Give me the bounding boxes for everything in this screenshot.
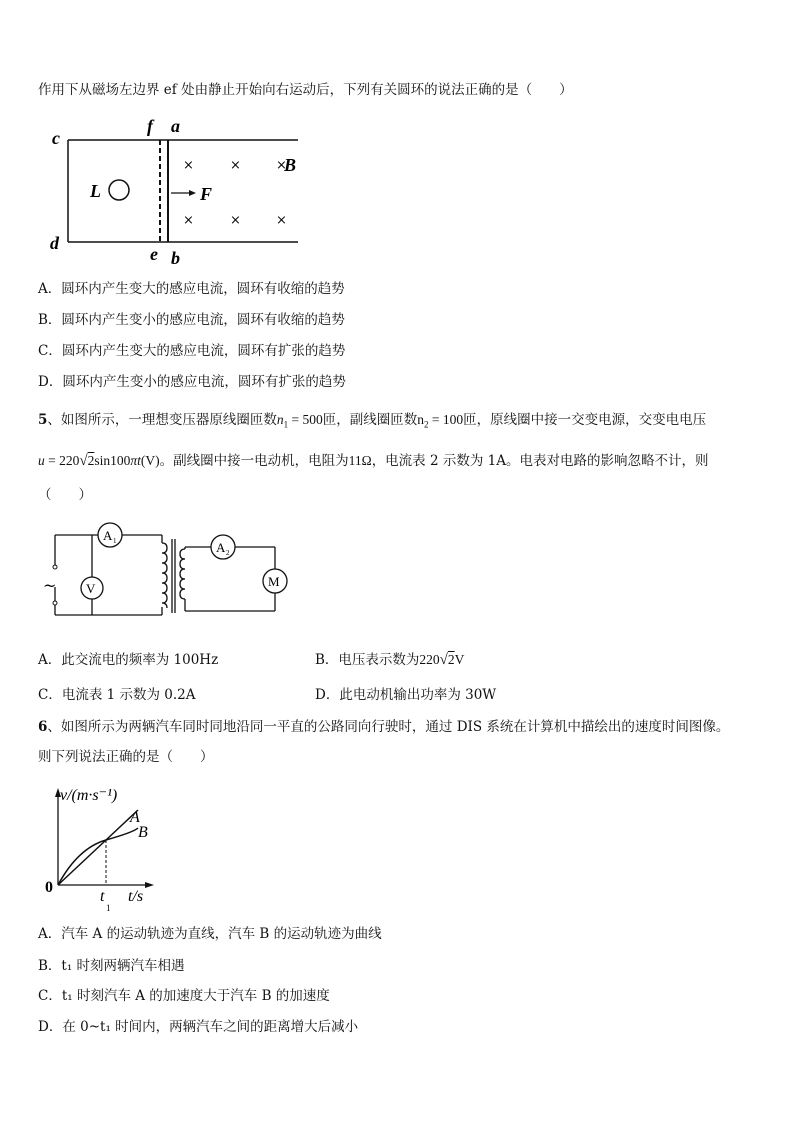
- label-f: f: [147, 116, 153, 136]
- q4-option-a: A．圆环内产生变大的感应电流，圆环有收缩的趋势: [38, 281, 345, 297]
- q6-stem-line2: 则下列说法正确的是（ ）: [38, 749, 214, 765]
- svg-text:1: 1: [113, 537, 117, 545]
- label-b: b: [171, 248, 180, 268]
- q5-stem-line1: 5、如图所示，一理想变压器原线圈匝数$n_1 = 500$匝，副线圈匝数$n_2 = 100$匝，原线圈中接一交变电源，交变电电压: [38, 412, 707, 430]
- field-cross: ×: [183, 158, 194, 173]
- q4-option-c: C．圆环内产生变大的感应电流，圆环有扩张的趋势: [38, 343, 346, 359]
- field-cross: ×: [230, 158, 241, 173]
- q4-option-d: D．圆环内产生变小的感应电流，圆环有扩张的趋势: [38, 374, 346, 390]
- q4-option-b: B．圆环内产生变小的感应电流，圆环有收缩的趋势: [38, 312, 345, 328]
- label-B: B: [284, 155, 297, 175]
- q6-velocity-time-graph: [40, 780, 170, 915]
- svg-text:2: 2: [226, 549, 230, 557]
- label-c: c: [52, 128, 60, 148]
- voltmeter-label: V: [86, 581, 96, 596]
- q6-stem-line1: 6、如图所示为两辆汽车同时同地沿同一平直的公路同向行驶时，通过 DIS 系统在计算机中描绘出的速度时间图像。: [38, 719, 730, 735]
- q5-stem-line3: （ ）: [38, 487, 92, 503]
- q5-stem-line2: u = 220√2sin100πt(V)。副线圈中接一电动机，电阻为11Ω，电流表 2 示数为 1A。电表对电路的影响忽略不计，则: [38, 453, 709, 469]
- field-cross: ×: [230, 213, 241, 228]
- series-B-line: [58, 828, 138, 885]
- q6-number: 6: [38, 719, 48, 735]
- q5-option-a: A．此交流电的频率为 100Hz: [38, 652, 219, 668]
- field-cross: ×: [276, 213, 287, 228]
- q6-option-d: D．在 0~t₁ 时间内，两辆汽车之间的距离增大后减小: [38, 1019, 359, 1035]
- ammeter-2-label: A: [216, 540, 226, 555]
- label-L: L: [90, 181, 101, 201]
- label-a: a: [171, 116, 180, 136]
- series-B-label: B: [138, 824, 148, 841]
- q5-option-d: D．此电动机输出功率为 30W: [315, 687, 497, 703]
- field-cross: ×: [183, 213, 194, 228]
- q6-option-c: C．t₁ 时刻汽车 A 的加速度大于汽车 B 的加速度: [38, 988, 330, 1004]
- label-e: e: [150, 244, 158, 264]
- field-cross: ×: [276, 158, 287, 173]
- q4-stem: 作用下从磁场左边界 ef 处由静止开始向右运动后，下列有关圆环的说法正确的是（ ）: [38, 82, 573, 98]
- series-A-line: [58, 810, 138, 885]
- origin-label: 0: [45, 879, 53, 896]
- motor-label: M: [268, 574, 280, 589]
- q6-option-b: B．t₁ 时刻两辆汽车相遇: [38, 958, 185, 974]
- ac-source-symbol: ~: [43, 576, 57, 595]
- label-F: F: [200, 184, 213, 204]
- series-A-label: A: [130, 809, 140, 826]
- q6-option-a: A．汽车 A 的运动轨迹为直线，汽车 B 的运动轨迹为曲线: [38, 926, 382, 942]
- label-d: d: [50, 233, 59, 253]
- ammeter-1-label: A: [103, 528, 113, 543]
- q5-number: 5: [38, 412, 48, 428]
- x-axis-label: t/s: [128, 888, 144, 905]
- q5-option-b: B．电压表示数为220√2V: [315, 652, 465, 668]
- t1-label: t: [100, 888, 105, 905]
- y-axis-label: v/(m·s⁻¹): [60, 787, 118, 804]
- q5-transformer-circuit-figure: [40, 525, 310, 625]
- q4-magnetic-field-figure: [40, 112, 310, 267]
- svg-text:1: 1: [106, 903, 111, 913]
- q5-option-c: C．电流表 1 示数为 0.2A: [38, 687, 196, 703]
